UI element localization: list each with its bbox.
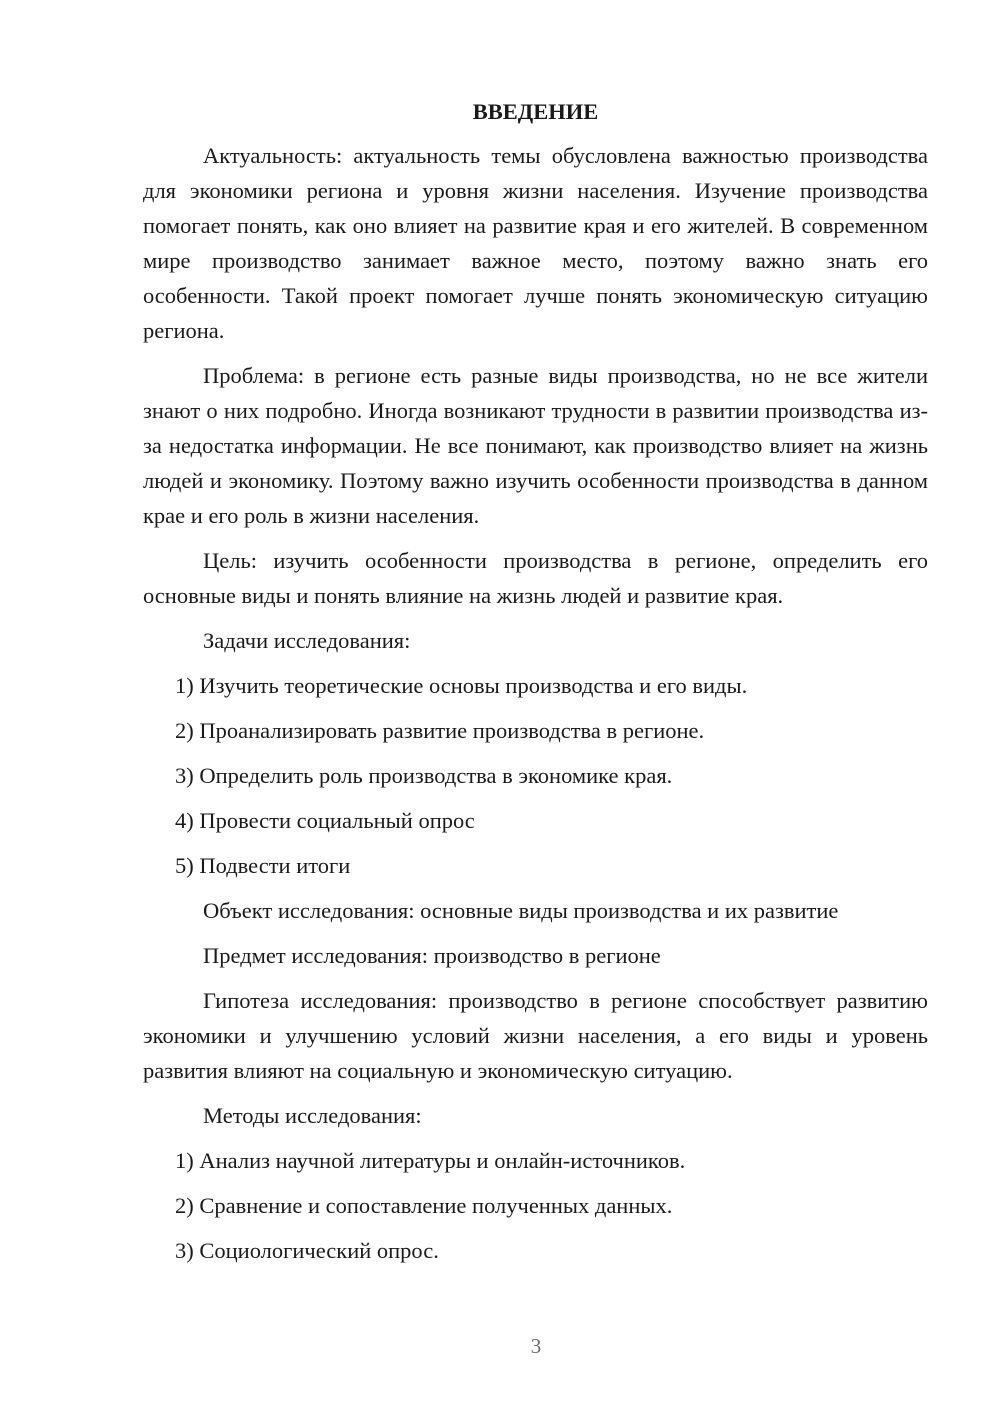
section-title: ВВЕДЕНИЕ [472, 99, 599, 124]
methods-heading: Методы исследования: [203, 1103, 422, 1128]
paragraph-relevance: Актуальность: актуальность темы обусловлена важностью производства для экономики региона и уровня жизни населения. Изучение производства помогает понять, как оно влияет на развитие края и его жителей. В современном мире производство занимает важное место, поэтому важно знать его особенности. Такой проект помогает лучше понять экономическую ситуацию региона. [143, 143, 928, 343]
research-subject: Предмет исследования: производство в регионе [203, 943, 661, 968]
paragraph-hypothesis: Гипотеза исследования: производство в регионе способствует развитию экономики и улучшению условий жизни населения, а его виды и уровень развития влияют на социальную и экономическую ситуацию. [143, 988, 928, 1083]
method-item: 1) Анализ научной литературы и онлайн-источников. [175, 1148, 686, 1173]
task-item: 5) Подвести итоги [175, 853, 351, 878]
paragraph-goal: Цель: изучить особенности производства в регионе, определить его основные виды и понять влияние на жизнь людей и развитие края. [143, 548, 928, 608]
method-item: 2) Сравнение и сопоставление полученных данных. [175, 1193, 673, 1218]
task-item: 1) Изучить теоретические основы производства и его виды. [175, 673, 748, 698]
paragraph-problem: Проблема: в регионе есть разные виды производства, но не все жители знают о них подробно. Иногда возникают трудности в развитии производства из-за недостатка информации. Не все понимают, как производство влияет на жизнь людей и экономику. Поэтому важно изучить особенности производства в данном крае и его роль в жизни населения. [143, 363, 928, 528]
tasks-heading: Задачи исследования: [203, 628, 411, 653]
task-item: 4) Провести социальный опрос [175, 808, 475, 833]
task-item: 2) Проанализировать развитие производства в регионе. [175, 718, 705, 743]
task-item: 3) Определить роль производства в экономике края. [175, 763, 673, 788]
method-item: 3) Социологический опрос. [175, 1238, 439, 1263]
page-number: 3 [530, 1334, 542, 1358]
research-object: Объект исследования: основные виды производства и их развитие [203, 898, 839, 923]
page-content [143, 96, 928, 1278]
